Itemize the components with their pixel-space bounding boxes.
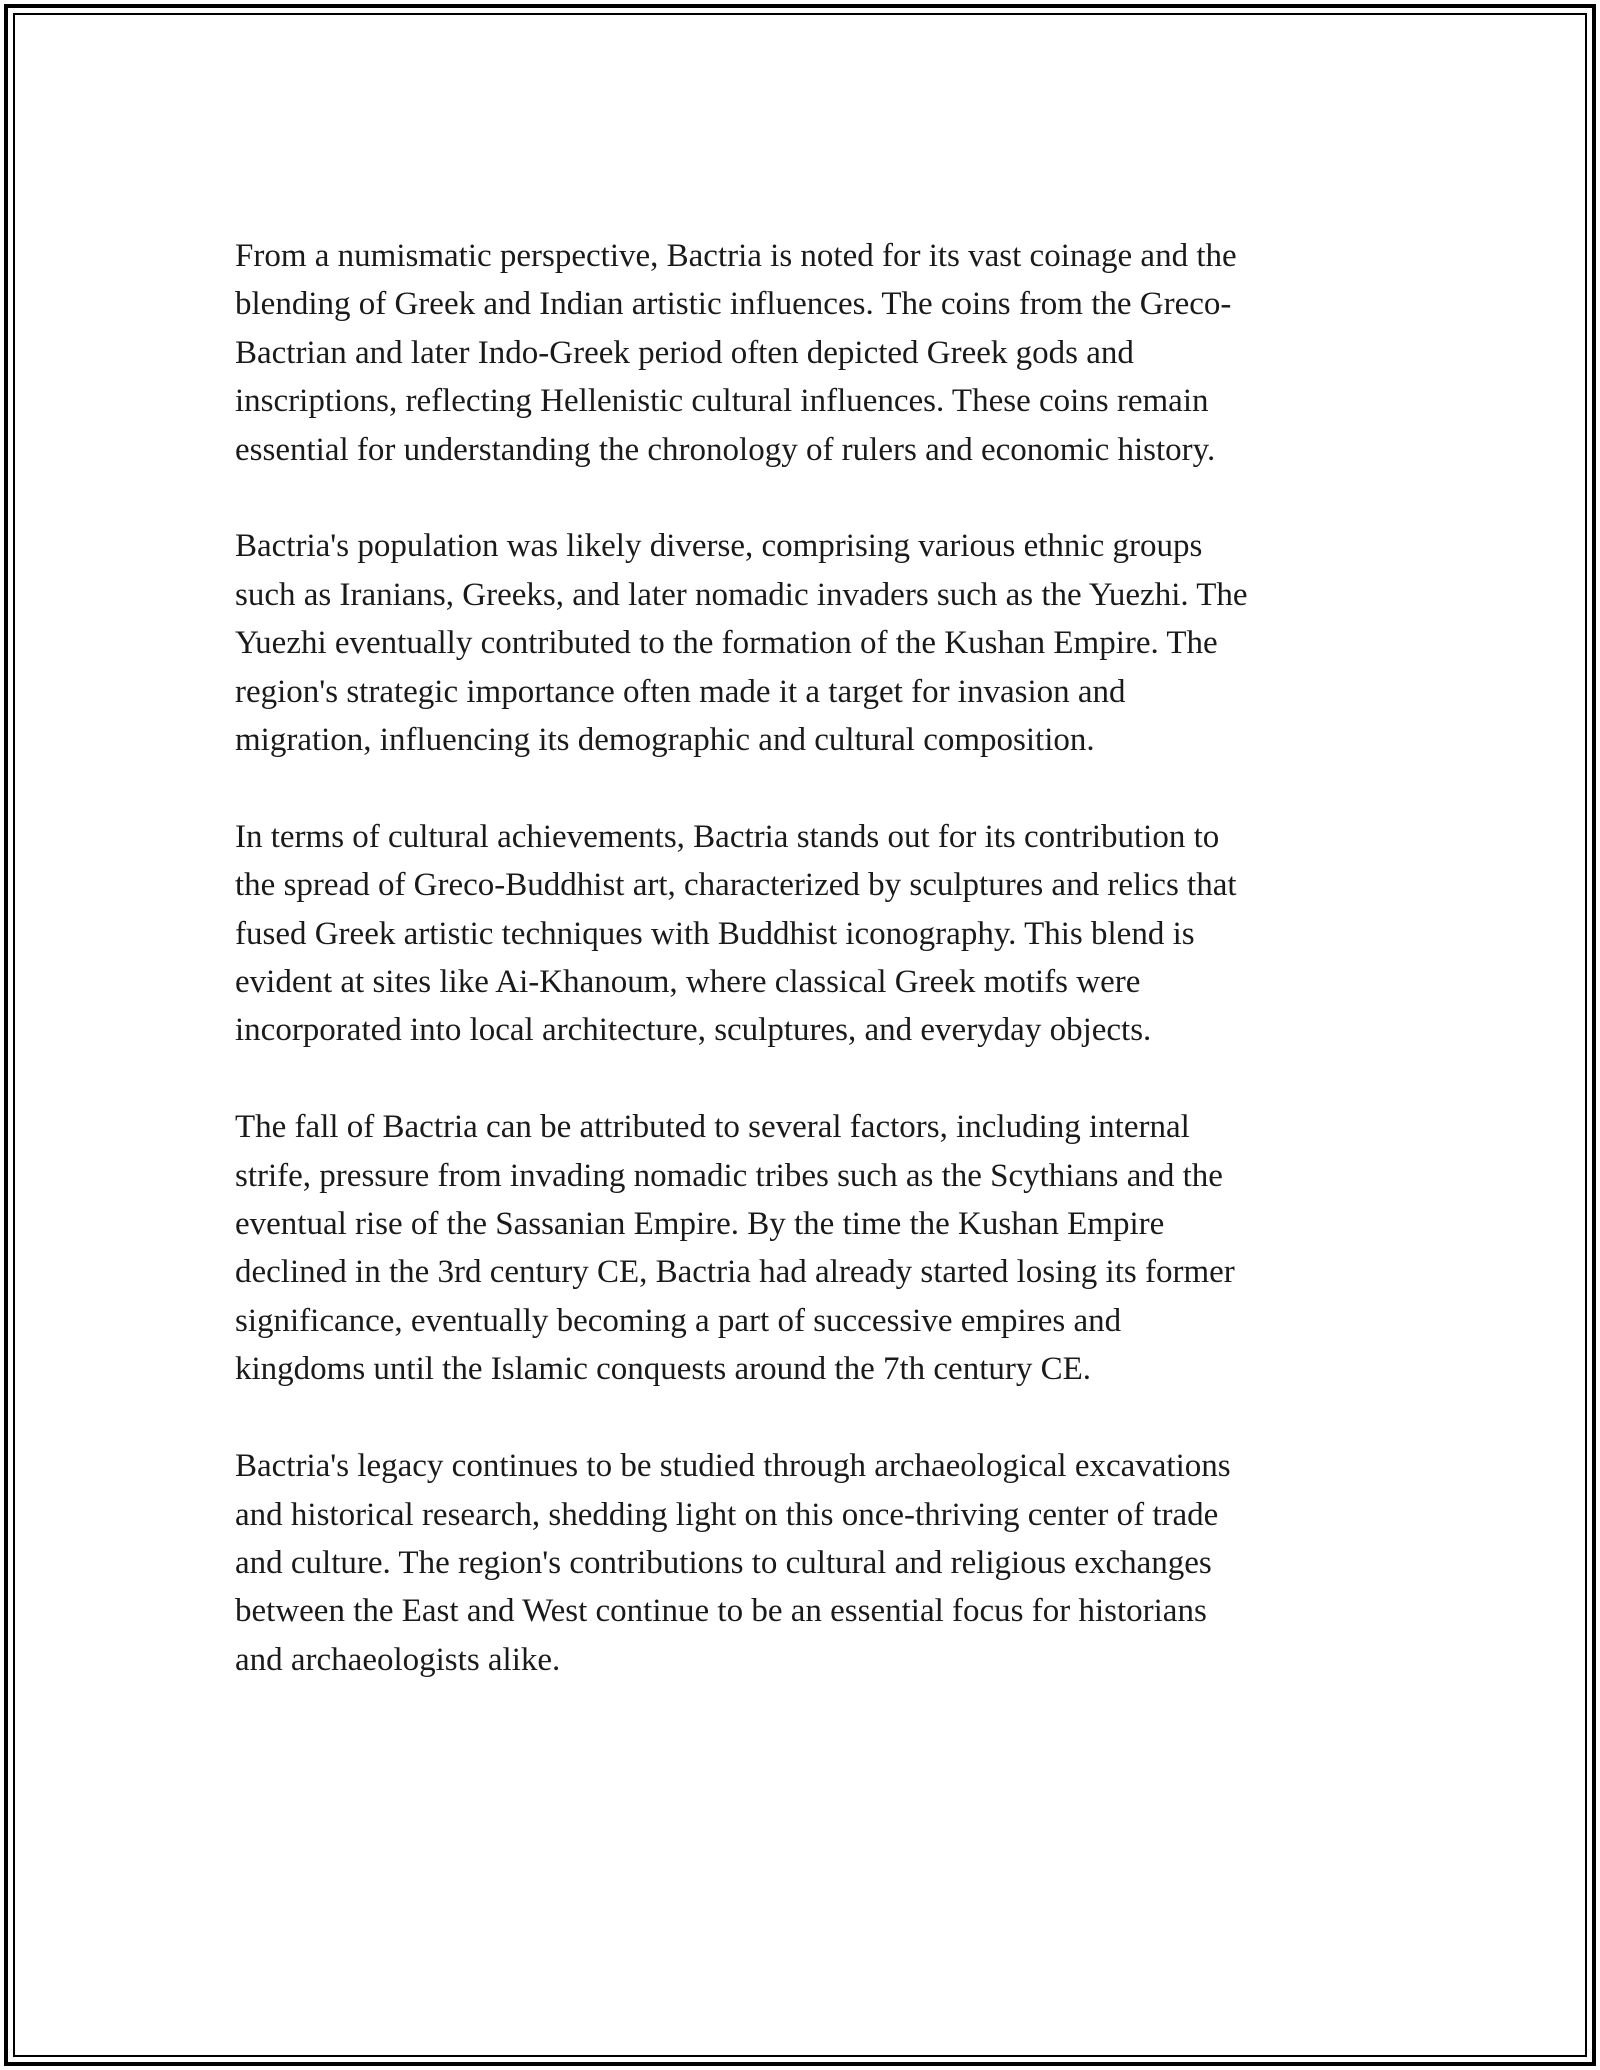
paragraph-legacy [235,1442,1385,1684]
text-line: evident at sites like Ai-Khanoum, where classical Greek motifs were [235,964,1141,1001]
text-line: significance, eventually becoming a part of successive empires and [235,1302,1122,1339]
text-line: Bactria's legacy continues to be studied through archaeological excavations [235,1448,1231,1485]
text-line: and historical research, shedding light on this once-thriving center of trade [235,1496,1219,1533]
text-line: kingdoms until the Islamic conquests around the 7th century CE. [235,1351,1092,1388]
text-line: strife, pressure from invading nomadic tribes such as the Scythians and the [235,1157,1223,1194]
text-line: and culture. The region's contributions to cultural and religious exchanges [235,1544,1212,1581]
paragraph-fall-of-bactria [235,1103,1385,1393]
text-line: between the East and West continue to be an essential focus for historians [235,1593,1207,1630]
text-line: Bactria's population was likely diverse, comprising various ethnic groups [235,528,1203,565]
text-line: From a numismatic perspective, Bactria is noted for its vast coinage and the [235,238,1237,274]
text-line: and archaeologists alike. [235,1641,561,1678]
text-line: Bactrian and later Indo-Greek period often depicted Greek gods and [235,334,1134,371]
paragraph-cultural-achievements [235,813,1385,1055]
document-body [235,232,1385,1733]
paragraph-population [235,522,1385,764]
text-line: the spread of Greco-Buddhist art, characterized by sculptures and relics that [235,867,1237,904]
text-line: Yuezhi eventually contributed to the formation of the Kushan Empire. The [235,625,1218,662]
text-line: region's strategic importance often made it a target for invasion and [235,673,1126,710]
text-line: fused Greek artistic techniques with Buddhist iconography. This blend is [235,915,1195,952]
text-line: blending of Greek and Indian artistic influences. The coins from the Greco- [235,286,1232,323]
text-line: essential for understanding the chronology of rulers and economic history. [235,431,1216,468]
text-line: declined in the 3rd century CE, Bactria had already started losing its former [235,1254,1235,1291]
text-line: incorporated into local architecture, sculptures, and everyday objects. [235,1012,1152,1049]
paragraph-numismatics [235,232,1385,474]
text-line: inscriptions, reflecting Hellenistic cultural influences. These coins remain [235,383,1209,420]
text-line: migration, influencing its demographic and cultural composition. [235,722,1095,759]
text-line: eventual rise of the Sassanian Empire. By the time the Kushan Empire [235,1206,1165,1243]
text-line: such as Iranians, Greeks, and later nomadic invaders such as the Yuezhi. The [235,576,1248,613]
text-line: The fall of Bactria can be attributed to several factors, including internal [235,1109,1190,1146]
text-line: In terms of cultural achievements, Bactria stands out for its contribution to [235,818,1220,855]
